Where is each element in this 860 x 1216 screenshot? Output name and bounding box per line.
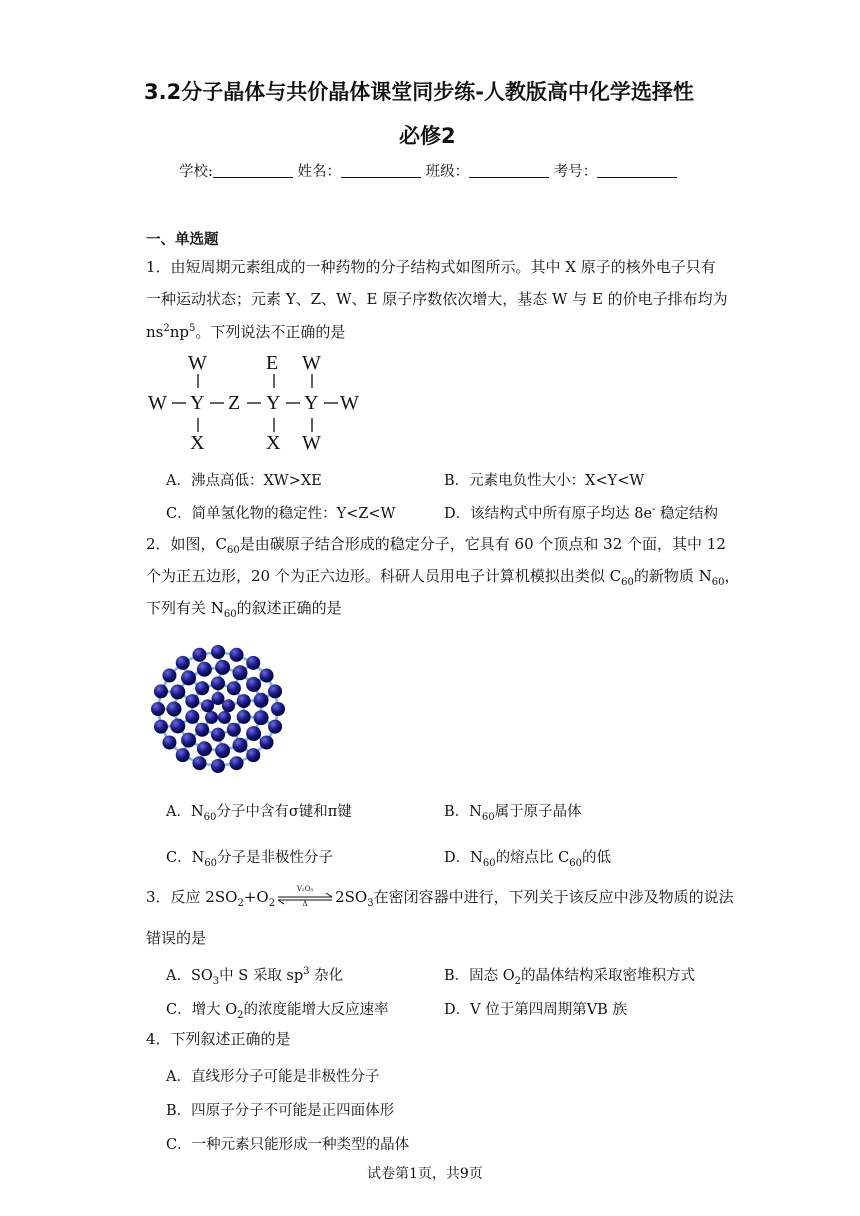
q1-option-d-sup: - — [652, 504, 656, 516]
carbon-atom — [185, 694, 199, 708]
carbon-atom — [195, 723, 209, 737]
carbon-atom — [230, 648, 244, 662]
q2-l3-a: 下列有关 N — [146, 599, 224, 617]
q1-line3 — [146, 324, 345, 340]
q2-l2-sub2: 60 — [711, 577, 725, 588]
q3-option-b[interactable] — [444, 964, 695, 987]
q1-option-d-text: D．该结构式中所有原子均达 8e — [444, 506, 653, 522]
carbon-atom — [197, 741, 212, 756]
q3-a-rest: 杂化 — [309, 968, 344, 984]
carbon-atom — [192, 756, 206, 770]
carbon-atom — [237, 694, 251, 708]
q3-a-text: A．SO — [166, 968, 213, 984]
carbon-atom — [192, 648, 206, 662]
q2-d-text: D．N — [444, 850, 483, 866]
fullerene-molecule-image — [143, 638, 293, 780]
q1-option-d[interactable] — [444, 502, 718, 523]
q3-a-sup: 3 — [303, 966, 310, 978]
q1-line3-rest: 。下列说法不正确的是 — [195, 323, 346, 341]
q2-b-rest: 属于原子晶体 — [494, 804, 582, 820]
q4-option-b[interactable]: B．四原子分子不可能是正四面体形 — [166, 1103, 395, 1119]
page-footer: 试卷第1页，共9页 — [367, 1166, 483, 1182]
q3-l1-d: 在密闭容器中进行，下列关于该反应中涉及物质的说法 — [373, 888, 734, 906]
carbon-atom — [181, 670, 196, 685]
q2-l2-c: ， — [724, 567, 740, 585]
q4-option-c[interactable]: C．一种元素只能形成一种类型的晶体 — [166, 1137, 410, 1153]
atom-top-e: E — [266, 352, 279, 374]
carbon-atom — [268, 684, 282, 698]
q2-d-rest: 的低 — [582, 850, 612, 866]
carbon-atom — [260, 668, 274, 682]
q2-c-text: C．N — [166, 850, 205, 866]
q2-l2-b: 的新物质 N — [633, 567, 712, 585]
fullerene-svg — [143, 638, 293, 780]
name-blank[interactable] — [341, 163, 421, 178]
q4-option-a[interactable]: A．直线形分子可能是非极性分子 — [166, 1069, 380, 1085]
carbon-atom — [167, 702, 182, 717]
q3-b-rest: 的晶体结构采取密堆积方式 — [521, 968, 696, 984]
q2-line2 — [146, 569, 740, 588]
carbon-atom — [233, 738, 248, 753]
q1-line2: 一种运动状态；元素 Y、Z、W、E 原子序数依次增大，基态 W 与 E 的价电子排布均为 — [146, 290, 728, 308]
atom-mid-w2: W — [340, 392, 359, 414]
info-line — [179, 160, 677, 181]
carbon-atom — [215, 660, 230, 675]
atom-top-w1: W — [188, 352, 207, 374]
atom-mid-z: Z — [228, 392, 241, 414]
atom-mid-w1: W — [148, 392, 167, 414]
q2-b-sub: 60 — [481, 811, 495, 823]
q1-sup2: 5 — [189, 323, 196, 334]
q2-d-sub1: 60 — [482, 857, 496, 869]
atom-mid-y3: Y — [304, 392, 319, 414]
exam-no-label: 考号： — [553, 164, 598, 180]
catalyst-label: V₂O₅ — [296, 885, 314, 893]
q2-c-sub: 60 — [204, 857, 218, 869]
carbon-atom — [176, 748, 190, 762]
q3-c-rest: 的浓度能增大反应速率 — [243, 1002, 389, 1018]
carbon-atom — [233, 665, 248, 680]
q2-option-a[interactable] — [166, 800, 352, 823]
q2-a-rest: 分子中含有σ键和π键 — [216, 804, 352, 820]
class-label: 班级： — [425, 164, 470, 180]
q3-l1-c: 2SO — [335, 888, 368, 906]
q4-line1: 4．下列叙述正确的是 — [146, 1030, 291, 1048]
q3-l1-a: 3．反应 2SO — [146, 888, 238, 906]
carbon-atom — [154, 720, 168, 734]
carbon-atom — [205, 711, 218, 724]
q3-l1-sub2: 2 — [268, 898, 276, 909]
carbon-atom — [195, 681, 209, 695]
atom-mid-y2: Y — [266, 392, 281, 414]
carbon-atom — [271, 702, 285, 716]
q1-ns: ns — [146, 323, 164, 341]
q1-option-b[interactable]: B．元素电负性大小：X<Y<W — [444, 473, 645, 489]
q2-option-b[interactable] — [444, 800, 582, 823]
q2-l2-a: 个为正五边形，20 个为正六边形。科研人员用电子计算机模拟出类似 C — [146, 567, 622, 585]
q2-l1-b: 是由碳原子结合形成的稳定分子，它具有 60 个顶点和 32 个面，其中 12 — [239, 535, 726, 553]
section-heading: 一、单选题 — [146, 232, 219, 248]
q2-line3 — [146, 601, 342, 620]
page-title-line2: 必修2 — [399, 124, 456, 148]
carbon-atom — [246, 677, 261, 692]
q2-a-text: A．N — [166, 804, 204, 820]
class-blank[interactable] — [469, 163, 549, 178]
q2-d-mid: 的熔点比 C — [495, 850, 570, 866]
q2-l1-a: 2．如图，C — [146, 535, 228, 553]
q3-option-a[interactable] — [166, 964, 343, 987]
carbon-atom — [254, 693, 269, 708]
carbon-atom — [254, 710, 269, 725]
q1-np: np — [169, 323, 189, 341]
q3-option-c[interactable] — [166, 998, 388, 1021]
q3-l1-sub3: 3 — [367, 898, 374, 909]
atom-top-w2: W — [302, 352, 321, 374]
q1-option-a[interactable]: A．沸点高低：XW>XE — [166, 473, 322, 489]
carbon-atom — [185, 710, 199, 724]
atom-bot-x1: X — [190, 432, 205, 454]
carbon-atom — [246, 726, 261, 741]
carbon-atom — [176, 656, 190, 670]
carbon-atom — [230, 756, 244, 770]
carbon-atom — [227, 681, 241, 695]
carbon-atom — [227, 723, 241, 737]
q3-c-sub: 2 — [237, 1009, 244, 1021]
q3-line1 — [146, 885, 734, 909]
carbon-atom — [211, 645, 225, 659]
q2-b-text: B．N — [444, 804, 482, 820]
carbon-atom — [218, 711, 231, 724]
q1-line1: 1．由短周期元素组成的一种药物的分子结构式如图所示。其中 X 原子的核外电子只有 — [146, 258, 716, 276]
q3-l1-sub1: 2 — [237, 898, 244, 909]
q1-option-d-rest: 稳定结构 — [655, 506, 719, 522]
equilibrium-arrow — [276, 885, 334, 908]
q2-l3-b: 的叙述正确的是 — [236, 599, 342, 617]
q2-l3-sub: 60 — [223, 609, 237, 620]
carbon-atom — [162, 736, 176, 750]
carbon-atom — [211, 728, 225, 742]
carbon-atom — [211, 676, 225, 690]
carbon-atom — [260, 736, 274, 750]
school-blank[interactable] — [213, 163, 293, 178]
q3-a-sub: 3 — [212, 975, 220, 987]
q2-d-sub2: 60 — [569, 857, 583, 869]
carbon-atom — [170, 684, 185, 699]
atom-bot-x2: X — [266, 432, 281, 454]
carbon-atom — [222, 699, 235, 712]
q3-b-sub: 2 — [514, 975, 522, 987]
carbon-atom — [215, 743, 230, 758]
q2-option-d[interactable] — [444, 846, 611, 869]
q2-line1 — [146, 537, 726, 556]
carbon-atom — [268, 720, 282, 734]
q2-a-sub: 60 — [203, 811, 217, 823]
carbon-atom — [246, 656, 260, 670]
q2-c-rest: 分子是非极性分子 — [217, 850, 334, 866]
carbon-atom — [246, 748, 260, 762]
page-title: 3.2分子晶体与共价晶体课堂同步练-人教版高中化学选择性 — [144, 80, 694, 104]
q1-option-c[interactable]: C．简单氢化物的稳定性：Y<Z<W — [166, 506, 396, 522]
q3-b-text: B．固态 O — [444, 968, 515, 984]
exam-no-blank[interactable] — [597, 163, 677, 178]
q2-option-c[interactable] — [166, 846, 333, 869]
name-label: 姓名： — [297, 164, 341, 180]
carbon-atom — [201, 699, 214, 712]
atom-bot-w: W — [302, 432, 321, 454]
atom-mid-y1: Y — [190, 392, 205, 414]
carbon-atom — [151, 702, 165, 716]
q2-l2-sub1: 60 — [621, 577, 634, 588]
heat-label: Δ — [302, 900, 308, 908]
q3-a-mid: 中 S 采取 sp — [219, 968, 304, 984]
carbon-atom — [211, 759, 225, 773]
q3-l1-b: +O — [243, 888, 269, 906]
q2-l1-sub: 60 — [227, 545, 240, 556]
carbon-atom — [170, 719, 185, 734]
carbon-atom — [197, 662, 212, 677]
q1-sup1: 2 — [163, 323, 170, 334]
school-label: 学校: — [179, 164, 213, 180]
carbon-atom — [237, 710, 251, 724]
q3-line2: 错误的是 — [146, 929, 207, 947]
carbon-atom — [181, 733, 196, 748]
q3-option-d[interactable]: D．V 位于第四周期第VB 族 — [444, 1002, 627, 1018]
q3-c-text: C．增大 O — [166, 1002, 238, 1018]
carbon-atom — [162, 668, 176, 682]
carbon-atom — [154, 684, 168, 698]
molecule-structure — [144, 350, 374, 455]
